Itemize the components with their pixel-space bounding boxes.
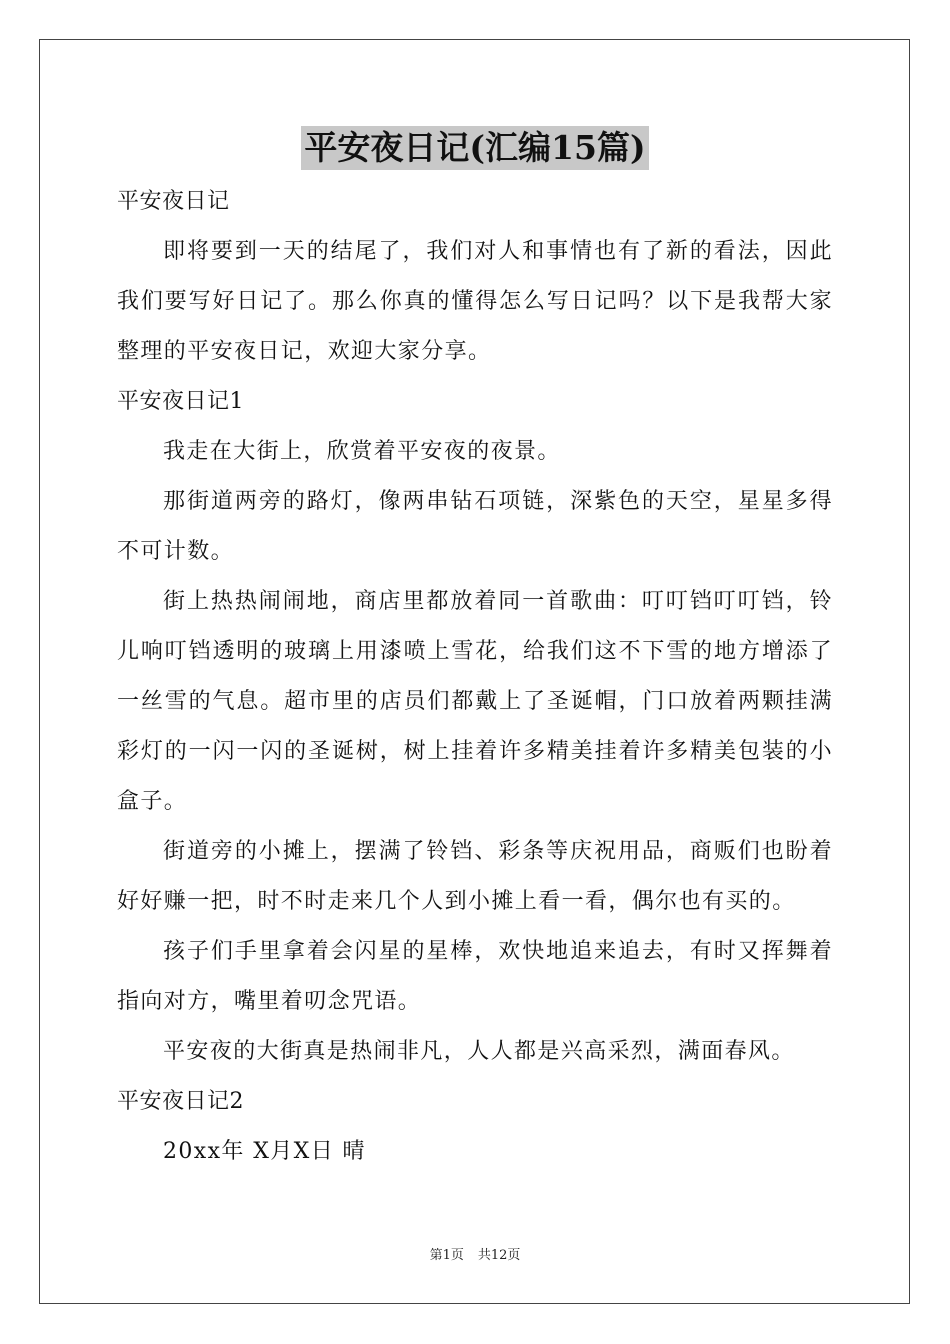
section-heading: 平安夜日记 bbox=[117, 189, 230, 214]
page-footer bbox=[0, 1246, 950, 1266]
page-total: 共12页 bbox=[477, 1248, 521, 1263]
paragraph: 我走在大街上，欣赏着平安夜的夜景。 bbox=[163, 439, 561, 464]
paragraph: 那街道两旁的路灯，像两串钻石项链，深紫色的天空，星星多得不可计数。 bbox=[117, 489, 833, 564]
paragraph: 孩子们手里拿着会闪星的星棒，欢快地追来追去，有时又挥舞着指向对方，嘴里着叨念咒语。 bbox=[117, 939, 833, 1014]
paragraph: 20xx年 X月X日 晴 bbox=[163, 1139, 366, 1164]
document-body bbox=[117, 177, 833, 1177]
title-container bbox=[0, 126, 950, 170]
section-heading: 平安夜日记2 bbox=[117, 1089, 244, 1114]
document-title: 平安夜日记(汇编15篇) bbox=[301, 126, 648, 170]
section-heading: 平安夜日记1 bbox=[117, 389, 244, 414]
paragraph: 平安夜的大街真是热闹非凡，人人都是兴高采烈，满面春风。 bbox=[163, 1039, 795, 1064]
page-number: 第1页 bbox=[429, 1248, 464, 1263]
paragraph: 街上热热闹闹地，商店里都放着同一首歌曲：叮叮铛叮叮铛，铃儿响叮铛透明的玻璃上用漆喷上雪花，给我们这不下雪的地方增添了一丝雪的气息。超市里的店员们都戴上了圣诞帽，门口放着两颗挂满彩灯的一闪一闪的圣诞树，树上挂着许多精美挂着许多精美包装的小盒子。 bbox=[117, 589, 833, 814]
paragraph: 即将要到一天的结尾了，我们对人和事情也有了新的看法，因此我们要写好日记了。那么你真的懂得怎么写日记吗？以下是我帮大家整理的平安夜日记，欢迎大家分享。 bbox=[117, 239, 833, 364]
paragraph: 街道旁的小摊上，摆满了铃铛、彩条等庆祝用品，商贩们也盼着好好赚一把，时不时走来几个人到小摊上看一看，偶尔也有买的。 bbox=[117, 839, 833, 914]
